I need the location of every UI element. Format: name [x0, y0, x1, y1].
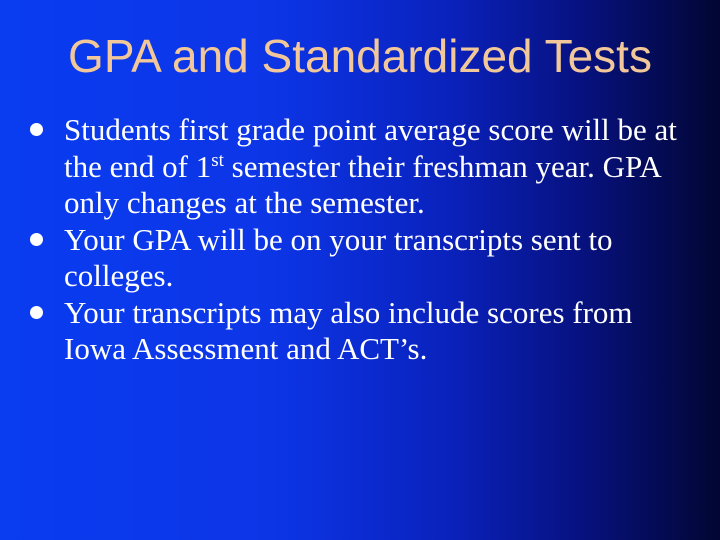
bullet-dot-icon: [30, 123, 43, 136]
bullet-item-transcripts: [28, 222, 698, 295]
bullet-text: Your GPA will be on your transcripts sent to colleges.: [64, 221, 613, 293]
bullet-dot-icon: [30, 233, 43, 246]
bullet-list: [28, 112, 698, 368]
bullet-text-part-1: Students first grade point average score will be at the end of 1: [64, 112, 677, 184]
bullet-dot-icon: [30, 306, 43, 319]
bullet-text: Your transcripts may also include scores from Iowa Assessment and ACT’s.: [64, 294, 633, 366]
bullet-item-gpa-timing: [28, 112, 698, 222]
bullet-text-part-2: semester their freshman year. GPA only changes at the semester.: [64, 148, 661, 220]
bullet-item-test-scores: [28, 295, 698, 368]
ordinal-superscript: st: [211, 149, 224, 171]
slide-title: GPA and Standardized Tests: [68, 30, 652, 82]
